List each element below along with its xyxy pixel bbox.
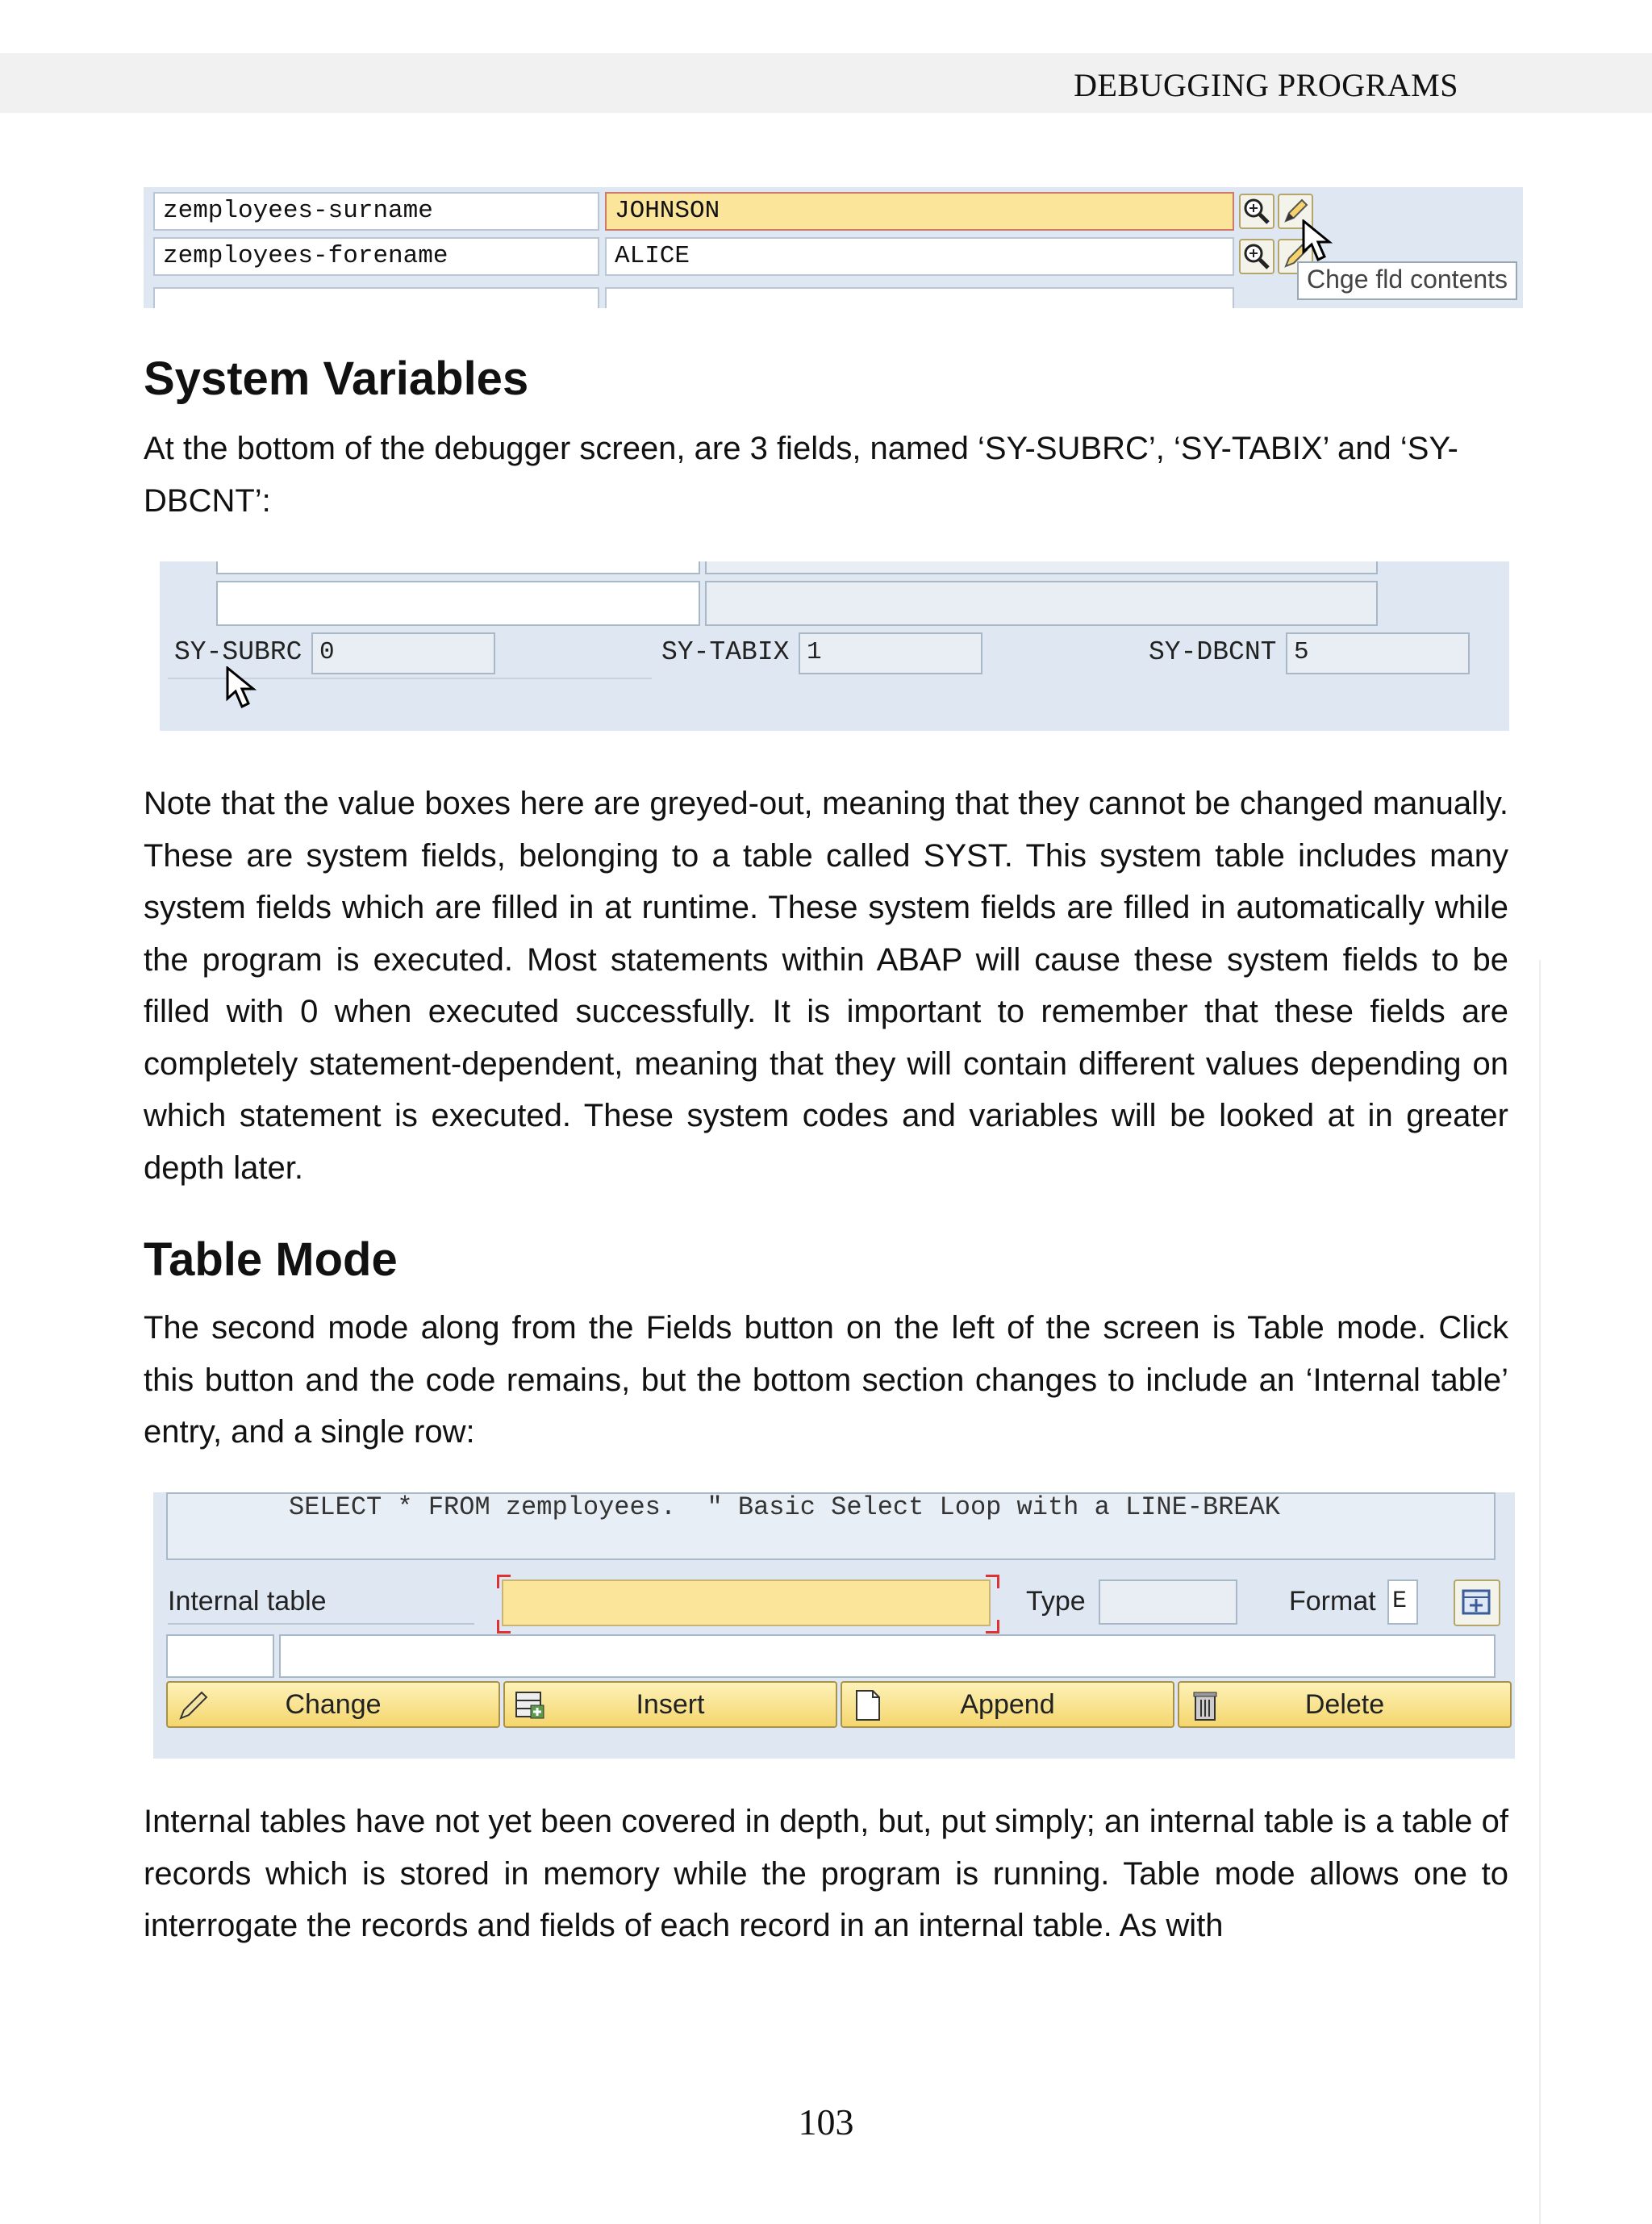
delete-button[interactable] <box>1178 1681 1512 1728</box>
code-area <box>166 1492 1496 1560</box>
table-settings-icon[interactable] <box>1454 1579 1500 1626</box>
field-left <box>216 581 700 626</box>
field-top-left <box>216 561 700 574</box>
append-label: Append <box>960 1689 1055 1720</box>
running-head: DEBUGGING PROGRAMS <box>1074 67 1458 103</box>
heading-table-mode: Table Mode <box>144 1233 398 1286</box>
mouse-cursor-icon <box>226 666 258 711</box>
document-icon <box>850 1688 886 1723</box>
row-content-field[interactable] <box>279 1634 1496 1678</box>
field-top-right <box>705 561 1378 574</box>
magnify-icon[interactable] <box>1239 239 1274 274</box>
insert-button[interactable] <box>503 1681 837 1728</box>
sy-dbcnt-label: SY-DBCNT <box>1149 637 1277 667</box>
field-name-forename: zemployees-forename <box>153 237 599 276</box>
fields-screenshot <box>144 187 1523 308</box>
insert-row-icon <box>513 1688 549 1723</box>
type-label: Type <box>1026 1586 1086 1617</box>
table-mode-intro: The second mode along from the Fields button on the left of the screen is Table mode. Click this button and the code remains, but the bottom section changes to include an ‘Internal table’ entry, and a single row: <box>144 1310 1508 1450</box>
heading-system-variables: System Variables <box>144 353 529 405</box>
page-number: 103 <box>798 2101 854 2143</box>
mouse-cursor-icon <box>1302 219 1334 263</box>
type-field <box>1099 1579 1237 1625</box>
sy-subrc-label: SY-SUBRC <box>174 637 302 667</box>
required-corner <box>497 1575 511 1588</box>
internal-table-label: Internal table <box>168 1586 327 1617</box>
empty-field-name <box>153 287 599 308</box>
trash-icon <box>1187 1688 1223 1723</box>
required-corner <box>986 1575 999 1588</box>
row-index-field[interactable] <box>166 1634 274 1678</box>
page-edge <box>1539 960 1541 2224</box>
field-name-surname: zemployees-surname <box>153 192 599 231</box>
label-underline <box>168 1623 474 1625</box>
code-line: SELECT * FROM zemployees. " Basic Select Loop with a LINE-BREAK <box>289 1492 1280 1522</box>
format-label: Format <box>1289 1586 1376 1617</box>
table-mode-body: Internal tables have not yet been covered in depth, but, put simply; an internal table is a table of records which is stored in memory while the program is running. Table mode allows one to interrogate the records and fields of each record in an internal table. As with <box>144 1804 1508 1943</box>
required-corner <box>986 1620 999 1634</box>
insert-label: Insert <box>636 1689 705 1720</box>
field-right <box>705 581 1378 626</box>
tooltip: Chge fld contents <box>1297 261 1517 300</box>
delete-label: Delete <box>1304 1689 1385 1720</box>
magnify-icon[interactable] <box>1239 194 1274 229</box>
sy-tabix-label: SY-TABIX <box>661 637 790 667</box>
empty-field-value[interactable] <box>605 287 1234 308</box>
pencil-icon <box>176 1688 211 1723</box>
table-mode-screenshot <box>153 1492 1515 1759</box>
internal-table-input[interactable] <box>502 1579 991 1626</box>
sy-subrc-value: 0 <box>311 632 495 674</box>
change-label: Change <box>285 1689 382 1720</box>
append-button[interactable] <box>841 1681 1174 1728</box>
required-corner <box>497 1620 511 1634</box>
system-variables-body: Note that the value boxes here are greyed-out, meaning that they cannot be changed manually. These are system fields, belonging to a table called SYST. This system table includes many system fields which are filled in at runtime. These system fields are filled in automatically while the program is executed. Most statements within ABAP will cause these system fields to be filled with 0 when executed successfully. It is important to remember that these fields are completely statement-dependent, meaning that they will contain different values depending on which statement is executed. These system codes and variables will be looked at in greater depth later. <box>144 786 1508 1186</box>
sy-dbcnt-value: 5 <box>1286 632 1470 674</box>
format-field[interactable]: E <box>1387 1579 1418 1625</box>
change-button[interactable] <box>166 1681 500 1728</box>
system-variables-screenshot <box>160 561 1509 731</box>
system-variables-intro: At the bottom of the debugger screen, are 3 fields, named ‘SY-SUBRC’, ‘SY-TABIX’ and ‘SY-DBCNT’: <box>144 431 1458 519</box>
sy-tabix-value: 1 <box>799 632 982 674</box>
field-value-surname[interactable]: JOHNSON <box>605 192 1234 231</box>
field-value-forename[interactable]: ALICE <box>605 237 1234 276</box>
